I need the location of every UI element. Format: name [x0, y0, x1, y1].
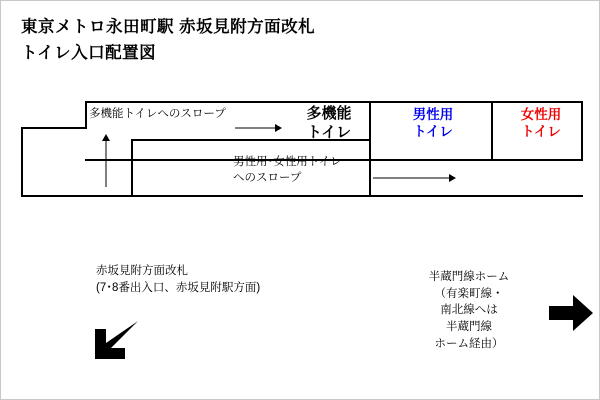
caption-hanzomon-line-5: ホーム経由）: [434, 337, 504, 350]
note-slope-multipurpose: 多機能トイレへのスロープ: [89, 108, 226, 120]
caption-ticket-gate-line-2: (7･8番出入口、赤坂見附駅方面): [96, 281, 261, 294]
room-label-multipurpose-toilet: [287, 105, 371, 143]
wall-corridor-right-stub: [369, 159, 371, 197]
arrow-to-multipurpose-toilet: [235, 123, 281, 133]
note-slope-mens-womens: [233, 155, 342, 186]
wall-outer-left: [21, 127, 23, 197]
arrow-right-icon: [547, 293, 599, 339]
caption-hanzomon-line-3: 南北線へは: [440, 304, 498, 317]
room-label-line-2: トイレ: [306, 123, 352, 141]
wall-top: [85, 101, 583, 103]
wall-corridor-bottom: [21, 195, 583, 197]
wall-right: [581, 101, 583, 161]
wall-left-rooms: [85, 101, 87, 127]
page-title: [21, 15, 315, 66]
toilet-layout-diagram: [1, 91, 600, 231]
caption-hanzomon-line-4: 半蔵門線: [446, 321, 492, 334]
caption-hanzomon-line-2: （有楽町線・: [434, 287, 504, 300]
wall-divider-2: [491, 101, 493, 161]
room-label-mens-toilet: [383, 107, 483, 141]
room-label-womens-toilet: [501, 107, 581, 141]
caption-ticket-gate: [96, 263, 260, 296]
arrow-down-left-icon: [91, 319, 143, 365]
note-line-1: 男性用･女性用トイレ: [233, 156, 342, 168]
caption-hanzomon-line-1: 半蔵門線ホーム: [428, 271, 510, 283]
arrow-corridor-up: [101, 135, 111, 187]
wall-corridor-left: [131, 139, 133, 197]
wall-outer-left-top: [21, 127, 87, 129]
room-label-line-2: トイレ: [521, 123, 561, 139]
room-label-line-1: 男性用: [412, 107, 454, 122]
room-label-line-1: 女性用: [520, 107, 562, 122]
room-label-line-2: トイレ: [413, 123, 453, 139]
arrow-to-mens-womens-toilet: [373, 173, 455, 183]
page-title-line-1: 東京メトロ永田町駅 赤坂見附方面改札: [21, 18, 316, 36]
note-line-2: へのスロープ: [233, 171, 302, 184]
caption-ticket-gate-line-1: 赤坂見附方面改札: [96, 265, 188, 277]
page-title-line-2: トイレ入口配置図: [21, 43, 157, 62]
caption-hanzomon-line-platform: [399, 269, 539, 352]
room-label-line-1: 多機能: [306, 105, 352, 122]
